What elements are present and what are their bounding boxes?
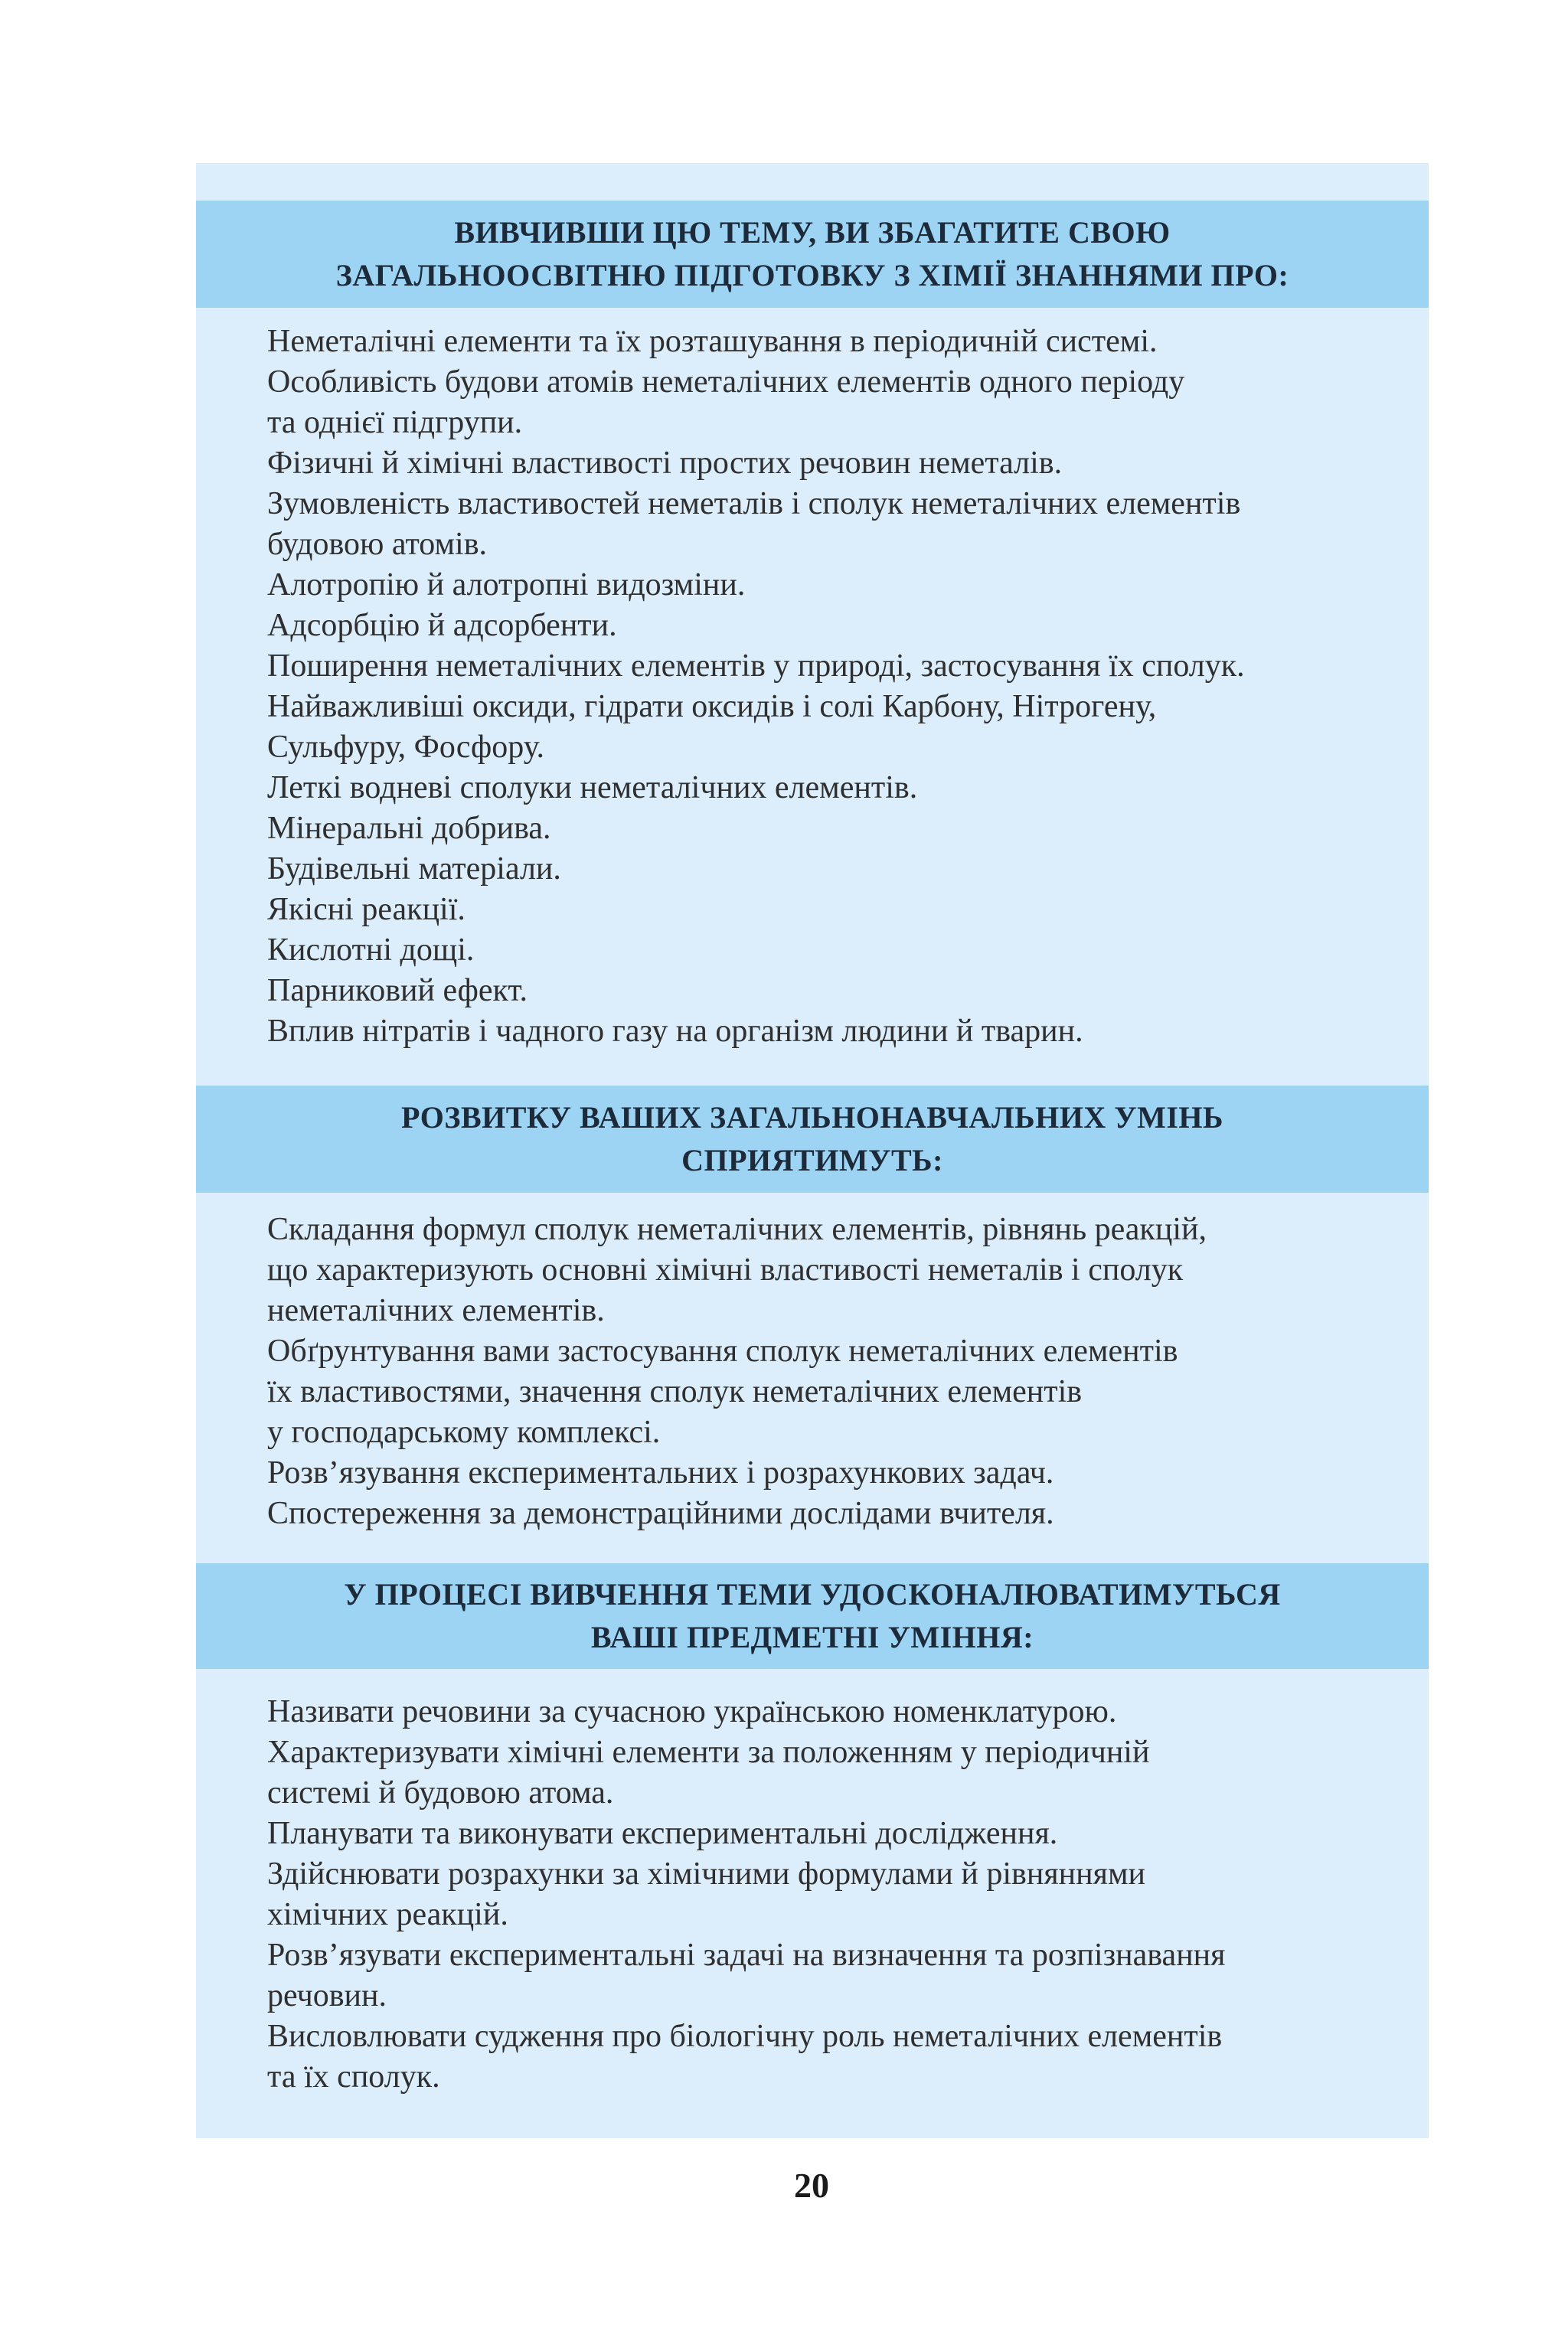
section-header-general-skills xyxy=(196,1086,1429,1193)
list-item: Будівельні матеріали. xyxy=(267,851,561,887)
list-item: що характеризують основні хімічні властивості неметалів і сполук xyxy=(267,1252,1184,1288)
section-header-line: СПРИЯТИМУТЬ: xyxy=(681,1143,943,1177)
section-header-knowledge xyxy=(196,201,1429,308)
list-item: Сульфуру, Фосфору. xyxy=(267,730,544,765)
list-item: Адсорбцію й адсорбенти. xyxy=(267,608,617,643)
list-item: хімічних реакцій. xyxy=(267,1897,508,1932)
list-item: Зумовленість властивостей неметалів і сполук неметалічних елементів xyxy=(267,486,1241,521)
list-item: системі й будовою атома. xyxy=(267,1775,614,1811)
list-item: Кислотні дощі. xyxy=(267,932,475,968)
list-item: Здійснювати розрахунки за хімічними формулами й рівняннями xyxy=(267,1856,1146,1892)
list-item: та їх сполук. xyxy=(267,2059,440,2095)
list-item: Розв’язування експериментальних і розрахункових задач. xyxy=(267,1455,1054,1491)
page-number: 20 xyxy=(794,2166,829,2205)
list-item: Найважливіші оксиди, гідрати оксидів і солі Карбону, Нітрогену, xyxy=(267,689,1157,724)
section-header-line: ВАШІ ПРЕДМЕТНІ УМІННЯ: xyxy=(590,1620,1034,1654)
section-body-knowledge xyxy=(267,322,1416,1052)
list-item: Обґрунтування вами застосування сполук неметалічних елементів xyxy=(267,1334,1178,1369)
list-item: Висловлювати судження про біологічну роль неметалічних елементів xyxy=(267,2019,1223,2054)
list-item: їх властивостями, значення сполук неметалічних елементів xyxy=(267,1374,1083,1409)
list-item: Характеризувати хімічні елементи за положенням у періодичній xyxy=(267,1735,1150,1770)
section-header-line: ЗАГАЛЬНООСВІТНЮ ПІДГОТОВКУ З ХІМІЇ ЗНАННЯМИ ПРО: xyxy=(335,258,1289,292)
list-item: Неметалічні елементи та їх розташування в періодичній системі. xyxy=(267,324,1158,359)
list-item: Називати речовини за сучасною українською номенклатурою. xyxy=(267,1694,1117,1729)
list-item: Фізичні й хімічні властивості простих речовин неметалів. xyxy=(267,446,1063,481)
list-item: Складання формул сполук неметалічних елементів, рівнянь реакцій, xyxy=(267,1212,1207,1247)
section-body-general-skills xyxy=(267,1210,1416,1534)
list-item: та однієї підгрупи. xyxy=(267,405,523,440)
list-item: у господарському комплексі. xyxy=(267,1415,661,1450)
list-item: Особливість будови атомів неметалічних елементів одного періоду xyxy=(267,364,1185,400)
list-item: Розв’язувати експериментальні задачі на визначення та розпізнавання xyxy=(267,1938,1226,1973)
list-item: будовою атомів. xyxy=(267,527,488,562)
list-item: Парниковий ефект. xyxy=(267,973,528,1008)
list-item: Якісні реакції. xyxy=(267,892,466,927)
list-item: Планувати та виконувати експериментальні дослідження. xyxy=(267,1816,1058,1851)
section-header-line: ВИВЧИВШИ ЦЮ ТЕМУ, ВИ ЗБАГАТИТЕ СВОЮ xyxy=(454,215,1171,250)
list-item: Алотропію й алотропні видозміни. xyxy=(267,567,746,602)
list-item: неметалічних елементів. xyxy=(267,1293,605,1328)
list-item: речовин. xyxy=(267,1978,387,2013)
list-item: Вплив нітратів і чадного газу на організм людини й тварин. xyxy=(267,1014,1083,1049)
list-item: Поширення неметалічних елементів у природі, застосування їх сполук. xyxy=(267,648,1245,684)
list-item: Спостереження за демонстраційними дослідами вчителя. xyxy=(267,1496,1054,1531)
section-header-line: У ПРОЦЕСІ ВИВЧЕННЯ ТЕМИ УДОСКОНАЛЮВАТИМУТЬСЯ xyxy=(344,1577,1281,1611)
section-body-subject-skills xyxy=(267,1692,1416,2098)
list-item: Леткі водневі сполуки неметалічних елементів. xyxy=(267,770,918,805)
section-header-line: РОЗВИТКУ ВАШИХ ЗАГАЛЬНОНАВЧАЛЬНИХ УМІНЬ xyxy=(401,1100,1223,1135)
list-item: Мінеральні добрива. xyxy=(267,811,551,846)
section-header-subject-skills xyxy=(196,1563,1429,1669)
